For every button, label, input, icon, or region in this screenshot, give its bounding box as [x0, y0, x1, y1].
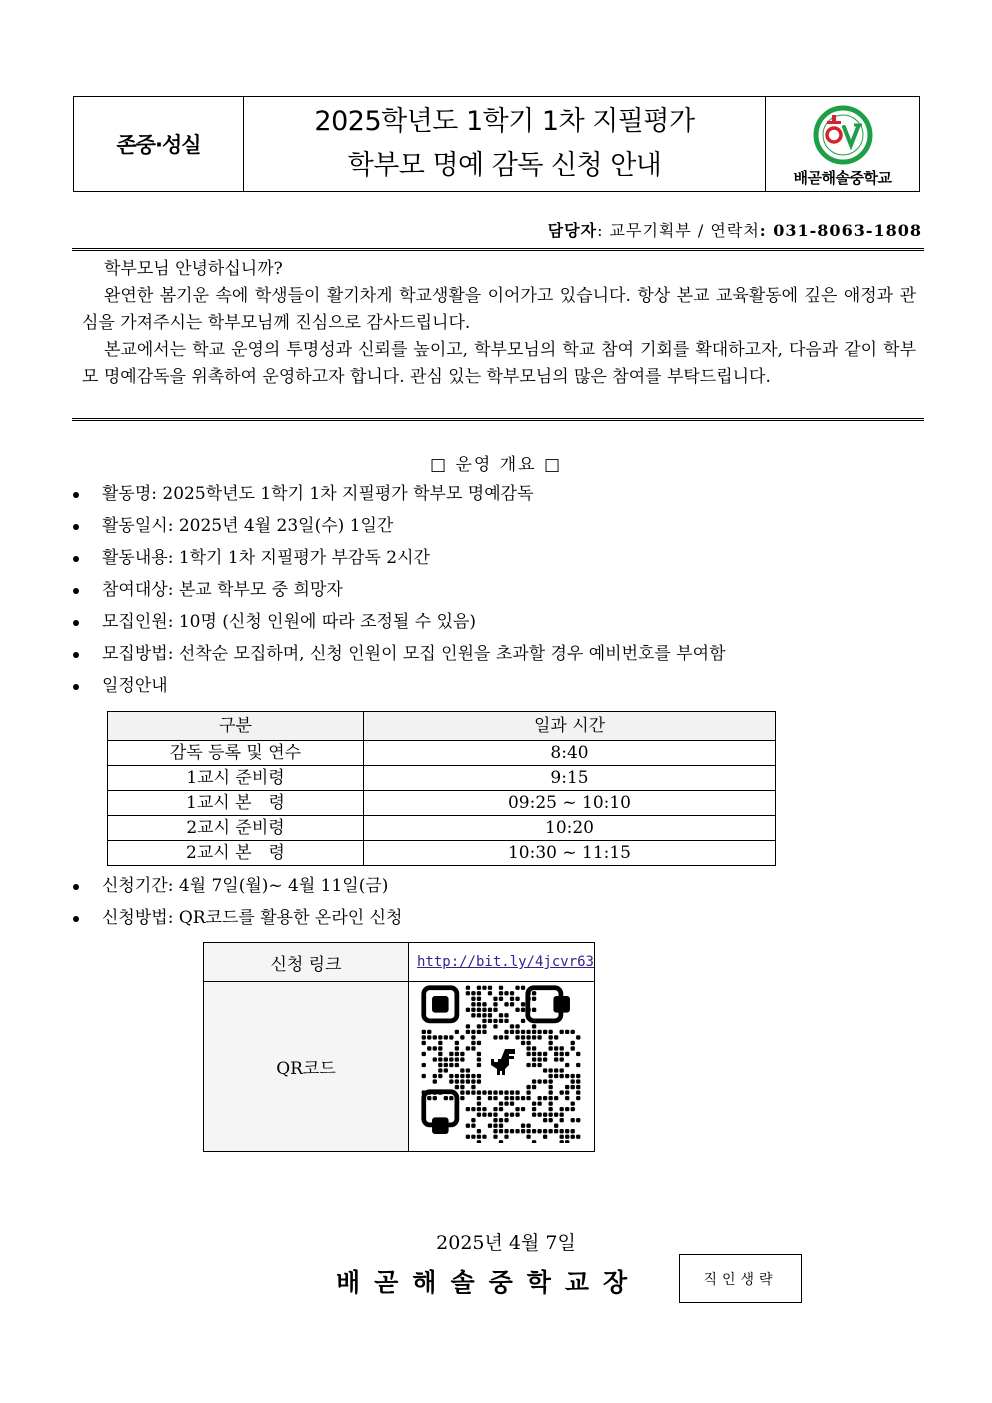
table-cell: 09:25 ~ 10:10 [364, 791, 776, 816]
application-link[interactable]: http://bit.ly/4jcvr63 [408, 943, 594, 982]
table-header: 일과 시간 [364, 712, 776, 741]
school-name: 배곧해솔중학교 [793, 168, 892, 187]
divider-bottom [72, 418, 924, 421]
table-cell: 1교시 준비령 [108, 766, 364, 791]
table-cell: 9:15 [364, 766, 776, 791]
list-item: 모집방법: 선착순 모집하며, 신청 인원이 모집 인원을 초과할 경우 예비번호를 부여함 [70, 638, 950, 670]
table-row [204, 943, 595, 982]
contact-line [548, 218, 922, 241]
manager-value: : 교무기획부 / [597, 221, 711, 240]
table-row [108, 816, 776, 841]
table-row [108, 766, 776, 791]
manager-label: 담당자 [547, 221, 598, 240]
list-item: 모집인원: 10명 (신청 인원에 따라 조정될 수 있음) [70, 606, 950, 638]
table-header-row [108, 712, 776, 741]
table-cell: 감독 등록 및 연수 [108, 741, 364, 766]
link-label: 신청 링크 [204, 943, 409, 982]
table-row [108, 741, 776, 766]
table-cell: 1교시 본 령 [108, 791, 364, 816]
phone-value: : 031-8063-1808 [759, 221, 922, 240]
divider-top [72, 248, 924, 251]
document-header [73, 96, 920, 192]
title-line-2: 학부모 명예 감독 신청 안내 [347, 150, 662, 181]
schedule-table [107, 711, 776, 866]
school-motto: 존중·성실 [74, 97, 244, 191]
qr-cell [408, 982, 594, 1152]
qr-code-icon[interactable] [421, 985, 581, 1143]
title-line-1: 2025학년도 1학기 1차 지필평가 [314, 106, 695, 137]
list-item: 일정안내 [70, 670, 950, 702]
list-item: 신청기간: 4월 7일(월)~ 4월 11일(금) [70, 870, 950, 902]
table-row [108, 791, 776, 816]
principal-signature: 배곧해솔중학교장 [336, 1268, 642, 1297]
list-item: 활동명: 2025학년도 1학기 1차 지필평가 학부모 명예감독 [70, 478, 950, 510]
section-title: □ 운영 개요 □ [429, 455, 563, 475]
table-header: 구분 [108, 712, 364, 741]
list-item: 신청방법: QR코드를 활용한 온라인 신청 [70, 902, 950, 934]
qr-label: QR코드 [204, 982, 409, 1152]
issue-date: 2025년 4월 7일 [436, 1232, 576, 1254]
seal-box: 직인생략 [679, 1254, 802, 1303]
intro-greeting: 학부모님 안녕하십니까? [104, 259, 283, 279]
intro-paragraph-1: 완연한 봄기운 속에 학생들이 활기차게 학교생활을 이어가고 있습니다. 항상 본교 교육활동에 깊은 애정과 관심을 가져주시는 학부모님께 진심으로 감사드립니다. [82, 286, 916, 333]
intro-text [82, 256, 916, 391]
application-list [70, 870, 950, 934]
phone-label: 연락처 [710, 221, 760, 240]
table-row [108, 841, 776, 866]
school-logo-box [766, 97, 919, 191]
list-item: 활동내용: 1학기 1차 지필평가 부감독 2시간 [70, 542, 950, 574]
intro-paragraph-2: 본교에서는 학교 운영의 투명성과 신뢰를 높이고, 학부모님의 학교 참여 기회를 확대하고자, 다음과 같이 학부모 명예감독을 위촉하여 운영하고자 합니다. 관심 있는 학부모님의 많은 참여를 부탁드립니다. [82, 340, 916, 387]
list-item: 활동일시: 2025년 4월 23일(수) 1일간 [70, 510, 950, 542]
overview-list [70, 478, 950, 702]
table-row [204, 982, 595, 1152]
page-title [244, 97, 766, 191]
table-cell: 10:30 ~ 11:15 [364, 841, 776, 866]
table-cell: 2교시 본 령 [108, 841, 364, 866]
table-cell: 8:40 [364, 741, 776, 766]
list-item: 참여대상: 본교 학부모 중 희망자 [70, 574, 950, 606]
table-cell: 2교시 준비령 [108, 816, 364, 841]
table-cell: 10:20 [364, 816, 776, 841]
application-table [203, 942, 595, 1152]
school-logo-icon [810, 105, 876, 165]
